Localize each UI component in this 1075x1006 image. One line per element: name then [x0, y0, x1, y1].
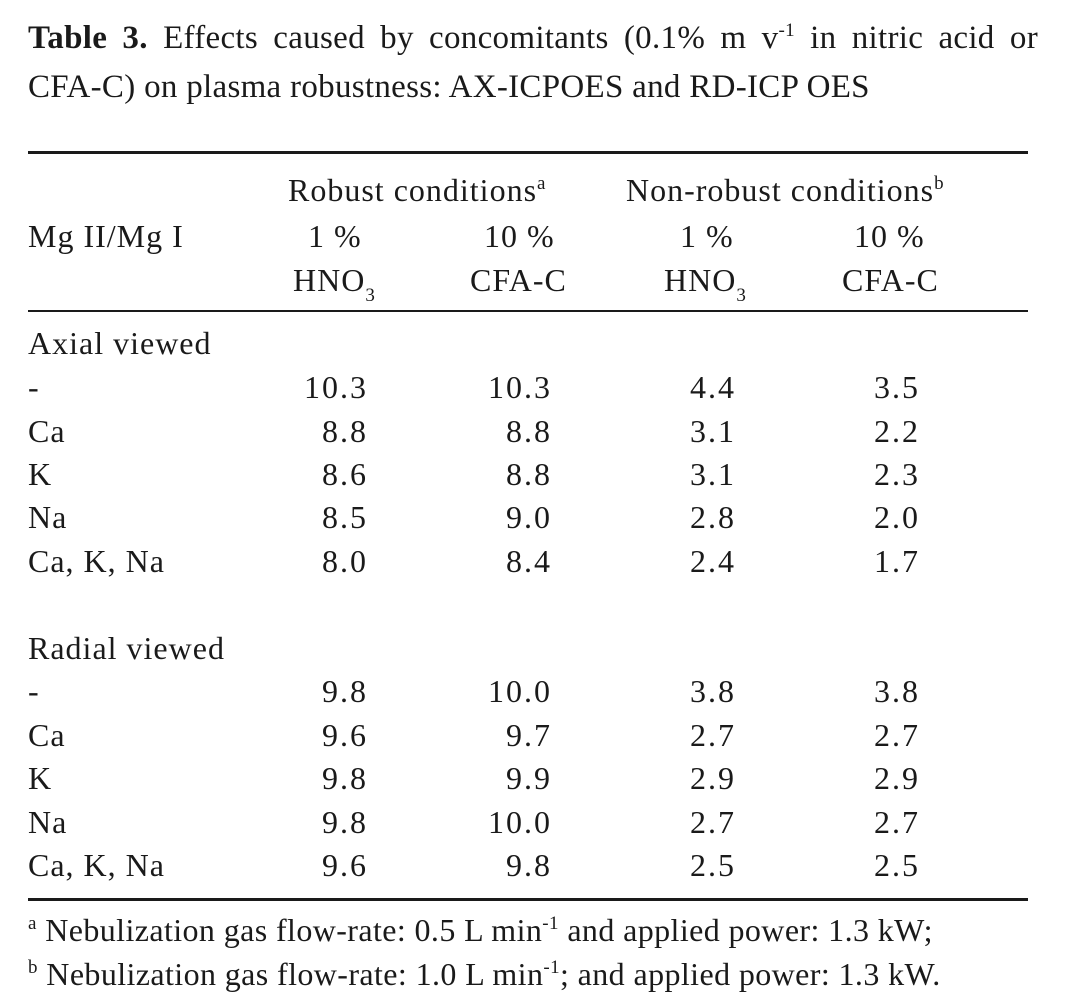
- footnote-a: $^a$ Nebulization gas flow-rate: 0.5 L $\min^{-1}$ and applied power: 1.3 kW;: [28, 912, 933, 948]
- header-rule: [28, 310, 1028, 312]
- table-label: Table 3.: [28, 20, 148, 56]
- column-header-2-pct: 10 %: [484, 218, 555, 254]
- column-header-1-medium: $HNO_3$: [293, 262, 376, 306]
- radial-row-4-value-4: 2.7: [874, 804, 920, 840]
- radial-row-1-value-4: 3.8: [874, 673, 920, 709]
- axial-row-2-value-1: 8.8: [322, 413, 368, 449]
- radial-row-4-value-3: 2.7: [690, 804, 736, 840]
- radial-row-2-value-4: 2.7: [874, 717, 920, 753]
- radial-row-5-value-4: 2.5: [874, 847, 920, 883]
- axial-row-5-value-4: 1.7: [874, 543, 920, 579]
- axial-row-2-value-4: 2.2: [874, 413, 920, 449]
- column-header-3-medium: $HNO_3$: [664, 262, 747, 306]
- radial-row-2-value-1: 9.6: [322, 717, 368, 753]
- axial-row-3-value-4: 2.3: [874, 456, 920, 492]
- axial-row-4-value-1: 8.5: [322, 499, 368, 535]
- axial-row-1-value-1: 10.3: [304, 369, 368, 405]
- row-label-header: Mg II/Mg I: [28, 218, 184, 254]
- axial-row-4-value-3: 2.8: [690, 499, 736, 535]
- column-header-2-medium: CFA-C: [470, 262, 567, 298]
- radial-row-3-value-2: 9.9: [506, 760, 552, 796]
- axial-row-4-value-4: 2.0: [874, 499, 920, 535]
- radial-row-2-label: Ca: [28, 717, 66, 753]
- radial-row-1-label: -: [28, 673, 40, 709]
- radial-row-2-value-3: 2.7: [690, 717, 736, 753]
- caption-text: Effects caused by concomitants (0.1% m v: [147, 20, 779, 56]
- radial-row-1-value-3: 3.8: [690, 673, 736, 709]
- group-header-robust: Robust conditions$^a$: [288, 172, 547, 208]
- bottom-rule: [28, 898, 1028, 901]
- axial-row-1-value-3: 4.4: [690, 369, 736, 405]
- column-header-3-pct: 1 %: [680, 218, 734, 254]
- axial-row-1-value-4: 3.5: [874, 369, 920, 405]
- radial-row-1-value-2: 10.0: [488, 673, 552, 709]
- footnote-b: $^b$ Nebulization gas flow-rate: 1.0 L $\min^{-1}$; and applied power: 1.3 kW.: [28, 956, 941, 992]
- radial-row-3-value-4: 2.9: [874, 760, 920, 796]
- radial-row-5-value-1: 9.6: [322, 847, 368, 883]
- radial-row-4-value-1: 9.8: [322, 804, 368, 840]
- axial-row-1-value-2: 10.3: [488, 369, 552, 405]
- section-title-axial: Axial viewed: [28, 325, 212, 361]
- radial-row-4-value-2: 10.0: [488, 804, 552, 840]
- column-header-1-pct: 1 %: [308, 218, 362, 254]
- radial-row-5-value-3: 2.5: [690, 847, 736, 883]
- top-rule: [28, 151, 1028, 154]
- axial-row-5-value-3: 2.4: [690, 543, 736, 579]
- axial-row-2-label: Ca: [28, 413, 66, 449]
- column-header-4-medium: CFA-C: [842, 262, 939, 298]
- radial-row-3-value-3: 2.9: [690, 760, 736, 796]
- axial-row-1-label: -: [28, 369, 40, 405]
- axial-row-5-value-1: 8.0: [322, 543, 368, 579]
- radial-row-5-label: Ca, K, Na: [28, 847, 165, 883]
- axial-row-5-label: Ca, K, Na: [28, 543, 165, 579]
- radial-row-3-value-1: 9.8: [322, 760, 368, 796]
- axial-row-2-value-3: 3.1: [690, 413, 736, 449]
- radial-row-2-value-2: 9.7: [506, 717, 552, 753]
- axial-row-4-value-2: 9.0: [506, 499, 552, 535]
- axial-row-3-value-3: 3.1: [690, 456, 736, 492]
- axial-row-3-label: K: [28, 456, 53, 492]
- axial-row-4-label: Na: [28, 499, 68, 535]
- radial-row-5-value-2: 9.8: [506, 847, 552, 883]
- table-caption: [28, 16, 1038, 109]
- group-header-non-robust: Non-robust conditions$^b$: [626, 172, 945, 208]
- radial-row-4-label: Na: [28, 804, 68, 840]
- axial-row-5-value-2: 8.4: [506, 543, 552, 579]
- radial-row-1-value-1: 9.8: [322, 673, 368, 709]
- radial-row-3-label: K: [28, 760, 53, 796]
- section-title-radial: Radial viewed: [28, 630, 225, 666]
- caption-superscript: -1: [778, 20, 795, 41]
- axial-row-3-value-1: 8.6: [322, 456, 368, 492]
- column-header-4-pct: 10 %: [854, 218, 925, 254]
- axial-row-3-value-2: 8.8: [506, 456, 552, 492]
- axial-row-2-value-2: 8.8: [506, 413, 552, 449]
- caption-text-end: in nitric acid or CFA-C) on plasma robustness: AX-ICPOES and RD-ICP OES: [28, 20, 1038, 105]
